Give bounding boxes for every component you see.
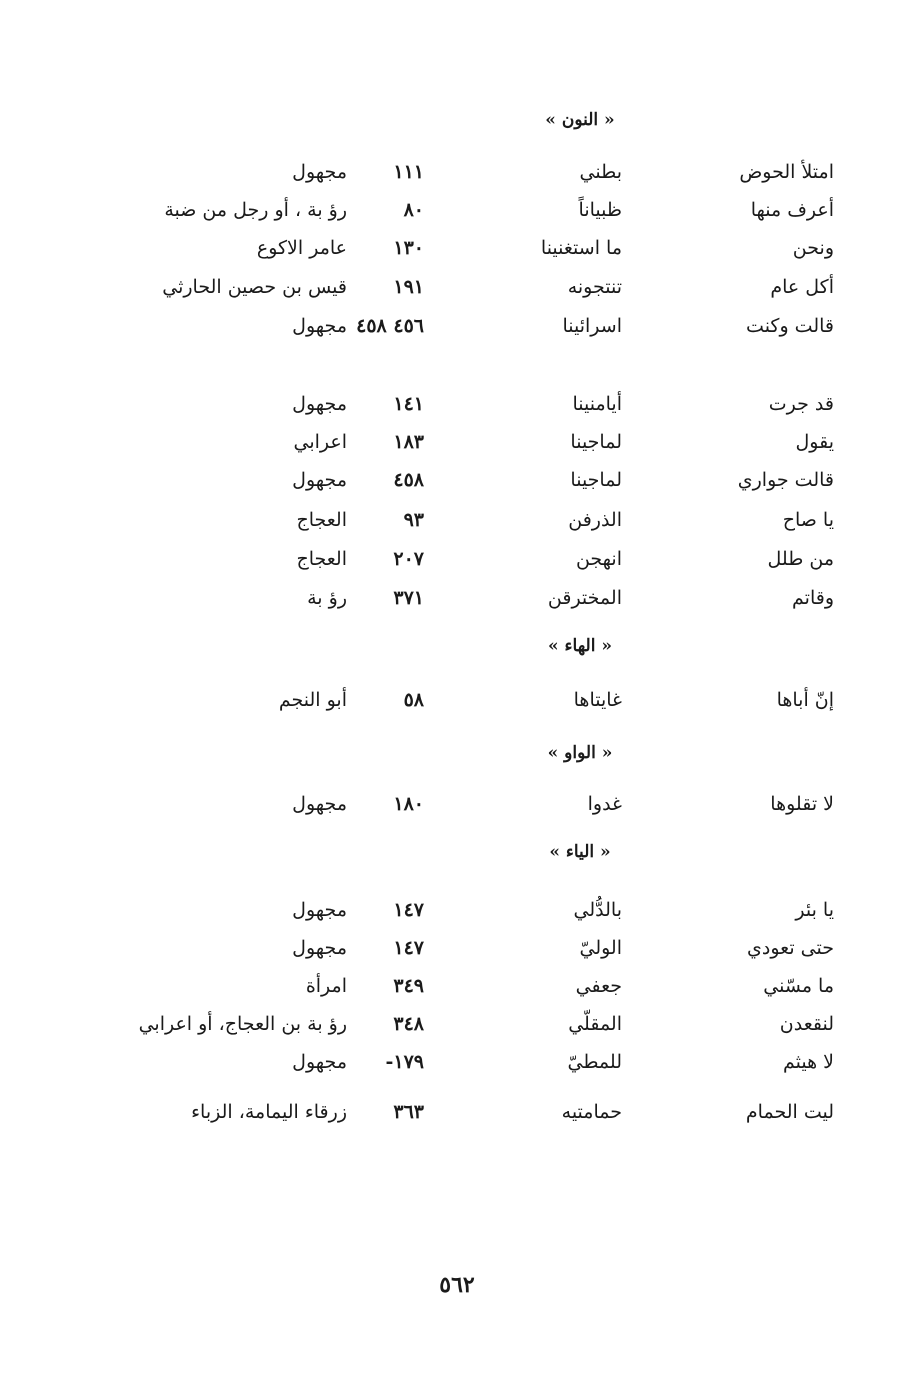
first-words: حتى تعودي	[747, 937, 834, 959]
page-ref: ١٧٩-	[385, 1051, 424, 1073]
poet-name: قيس بن حصين الحارثي	[162, 276, 347, 298]
poet-name: مجهول	[292, 393, 347, 415]
verse-row	[0, 685, 914, 715]
verse-row	[0, 272, 914, 302]
verse-row	[0, 427, 914, 457]
page-ref: ٣٦٣	[393, 1101, 424, 1123]
first-words: يا بئر	[795, 899, 834, 921]
rhyme-word: جعفي	[575, 975, 622, 997]
page-ref: ١٤٧	[393, 937, 424, 959]
first-words: لنقعدن	[779, 1013, 834, 1035]
section-heading-ha: « الهاء »	[548, 636, 612, 656]
first-words: أعرف منها	[750, 199, 834, 221]
first-words: قالت جواري	[737, 469, 834, 491]
first-words: يقول	[795, 431, 834, 453]
rhyme-word: غدوا	[587, 793, 622, 815]
poet-name: مجهول	[292, 899, 347, 921]
poet-name: مجهول	[292, 469, 347, 491]
poet-name: العجاج	[296, 548, 347, 570]
verse-row	[0, 895, 914, 925]
rhyme-word: بطني	[579, 161, 622, 183]
poet-name: مجهول	[292, 315, 347, 337]
poet-name: مجهول	[292, 937, 347, 959]
first-words: يا صاح	[782, 509, 834, 531]
rhyme-word: تنتجونه	[567, 276, 622, 298]
poet-name: عامر الاكوع	[256, 237, 347, 259]
first-words: وقاتم	[792, 587, 834, 609]
page-ref: ٢٠٧	[393, 548, 424, 570]
poet-name: مجهول	[292, 1051, 347, 1073]
verse-row	[0, 233, 914, 263]
section-heading-waw: « الواو »	[547, 743, 613, 763]
rhyme-word: الذرفن	[568, 509, 622, 531]
page-ref: ٤٥٨	[393, 469, 424, 491]
rhyme-word: لماجينا	[570, 431, 622, 453]
first-words: امتلأ الحوض	[739, 161, 834, 183]
page-ref: ١٤١	[393, 393, 424, 415]
first-words: قد جرت	[768, 393, 834, 415]
page-ref: ١٩١	[393, 276, 424, 298]
first-words: لا تقلوها	[770, 793, 834, 815]
verse-row	[0, 1047, 914, 1077]
verse-row	[0, 583, 914, 613]
section-heading-nun: « النون »	[545, 110, 615, 130]
first-words: ونحن	[792, 237, 834, 259]
poet-name: مجهول	[292, 793, 347, 815]
verse-row	[0, 971, 914, 1001]
page-ref: ١١١	[393, 161, 424, 183]
page-ref: ٩٣	[403, 509, 424, 531]
first-words: من طلل	[767, 548, 834, 570]
rhyme-word: المقلّي	[568, 1013, 622, 1035]
poet-name: زرقاء اليمامة، الزباء	[191, 1101, 347, 1123]
verse-row	[0, 465, 914, 495]
verse-row	[0, 1097, 914, 1127]
poet-name: رؤ بة ، أو رجل من ضبة	[164, 199, 347, 221]
rhyme-word: بالدُّلي	[573, 899, 622, 921]
verse-row	[0, 389, 914, 419]
rhyme-word: للمطيّ	[567, 1051, 622, 1073]
rhyme-word: اسرائينا	[562, 315, 622, 337]
page-ref: ٣٧١	[393, 587, 424, 609]
rhyme-word: ما استغنينا	[540, 237, 622, 259]
page-ref: ١٨٠	[393, 793, 424, 815]
page-ref: ٥٨	[403, 689, 424, 711]
page-ref: ٤٥٦ ٤٥٨	[356, 315, 424, 337]
page-ref: ١٣٠	[393, 237, 424, 259]
verse-row	[0, 933, 914, 963]
poet-name: امرأة	[305, 975, 347, 997]
first-words: أكل عام	[770, 276, 834, 298]
rhyme-word: المخترقن	[547, 587, 622, 609]
first-words: ليت الحمام	[745, 1101, 834, 1123]
page-ref: ١٨٣	[393, 431, 424, 453]
first-words: إنّ أباها	[776, 689, 834, 711]
verse-row	[0, 1009, 914, 1039]
page-ref: ٣٤٨	[393, 1013, 424, 1035]
verse-row	[0, 311, 914, 341]
page-number: ٥٦٢	[439, 1272, 475, 1298]
page-ref: ١٤٧	[393, 899, 424, 921]
page-ref: ٨٠	[403, 199, 424, 221]
rhyme-word: حمامتيه	[561, 1101, 622, 1123]
poet-name: رؤ بة	[307, 587, 347, 609]
verse-row	[0, 157, 914, 187]
first-words: لا هيثم	[782, 1051, 834, 1073]
poet-name: مجهول	[292, 161, 347, 183]
rhyme-word: لماجينا	[570, 469, 622, 491]
poet-name: أبو النجم	[278, 689, 347, 711]
page-ref: ٣٤٩	[393, 975, 424, 997]
rhyme-word: انهجن	[575, 548, 622, 570]
rhyme-word: الوليّ	[579, 937, 622, 959]
rhyme-word: ظبياناً	[578, 199, 622, 221]
section-heading-ya: « الياء »	[549, 842, 611, 862]
rhyme-word: أيامنينا	[572, 393, 622, 415]
verse-row	[0, 195, 914, 225]
poet-name: العجاج	[296, 509, 347, 531]
rhyme-word: غايتاها	[573, 689, 622, 711]
poet-name: اعرابي	[293, 431, 347, 453]
verse-row	[0, 544, 914, 574]
poet-name: رؤ بة بن العجاج، أو اعرابي	[138, 1013, 347, 1035]
first-words: قالت وكنت	[746, 315, 834, 337]
verse-row	[0, 505, 914, 535]
verse-row	[0, 789, 914, 819]
first-words: ما مسّني	[763, 975, 834, 997]
